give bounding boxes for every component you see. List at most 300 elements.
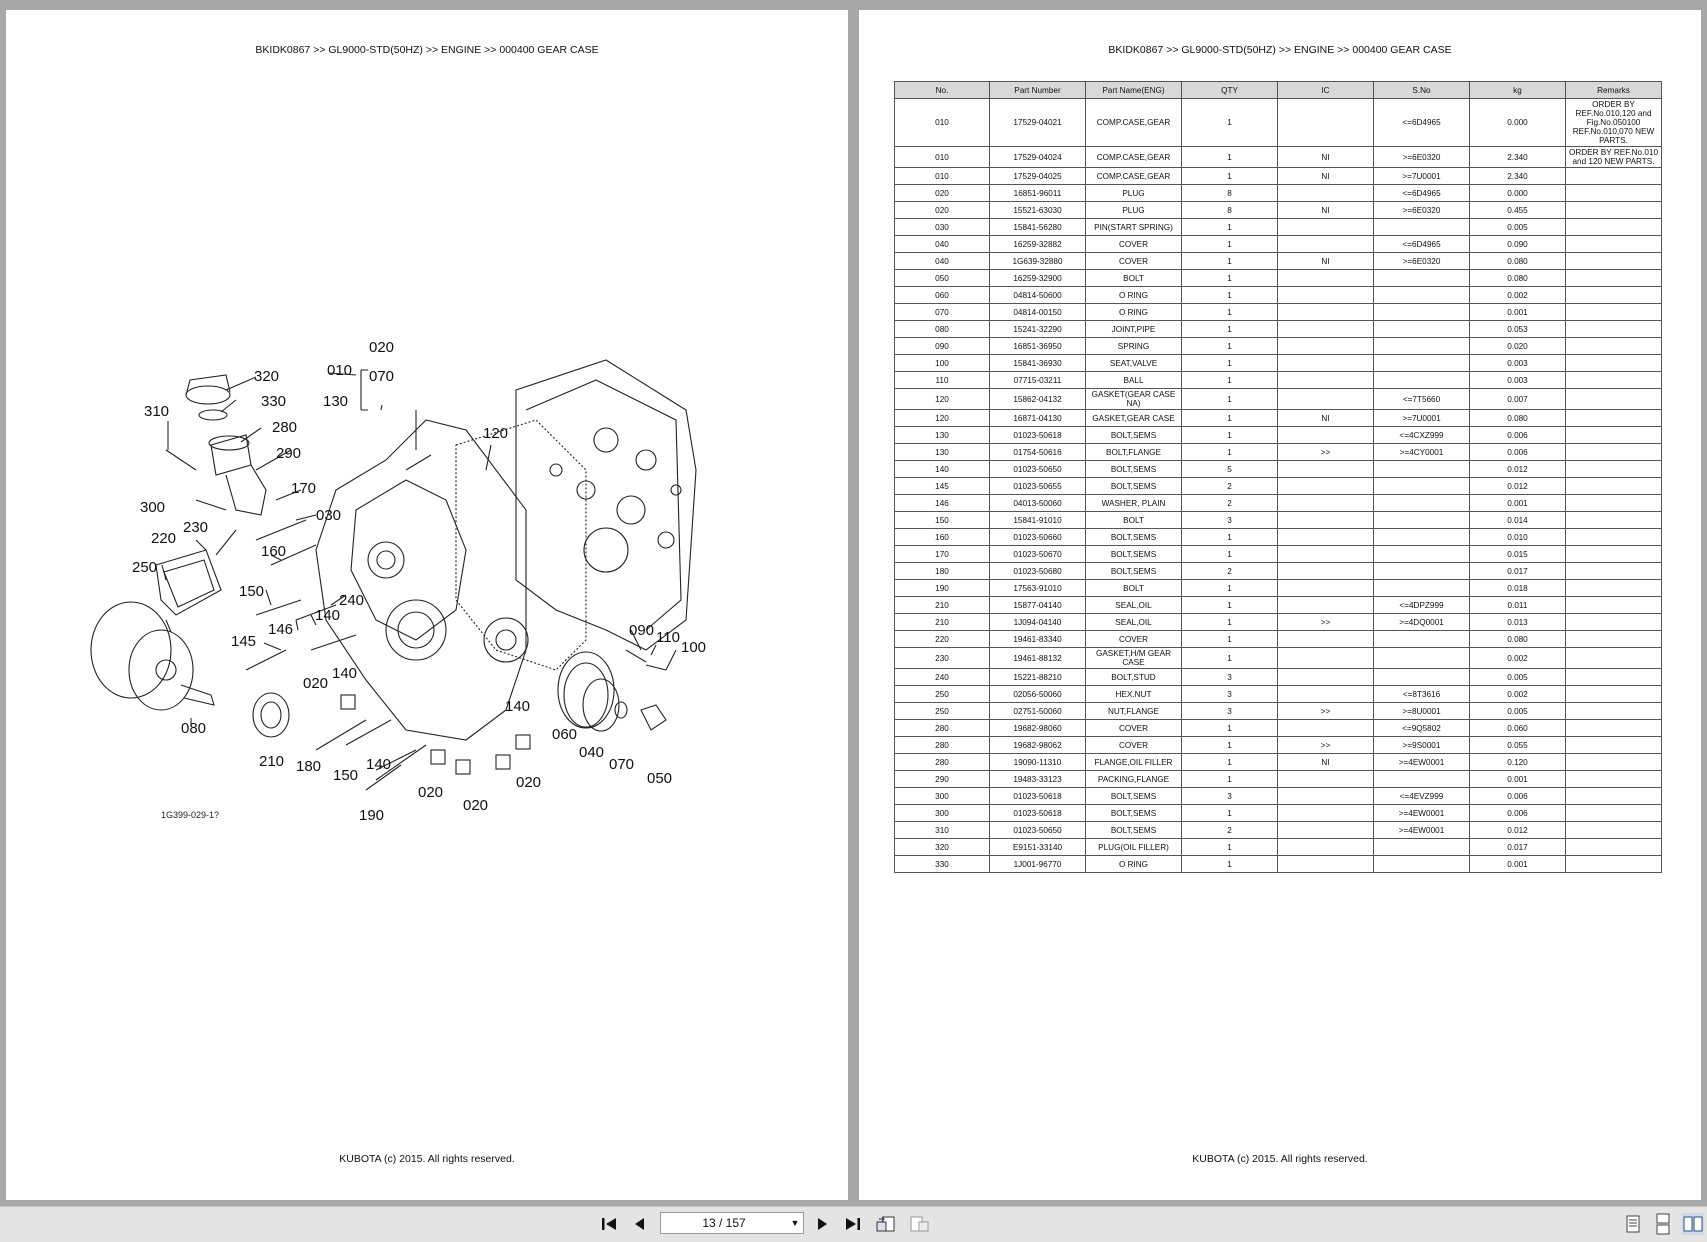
table-cell: 1 (1182, 614, 1278, 631)
table-cell: 0.007 (1470, 389, 1566, 410)
table-cell (1374, 270, 1470, 287)
continuous-icon[interactable] (1652, 1213, 1674, 1235)
callout: 145 (231, 633, 257, 650)
table-cell (1278, 338, 1374, 355)
table-cell: 1 (1182, 99, 1278, 147)
table-cell: 1 (1182, 270, 1278, 287)
table-cell (1278, 529, 1374, 546)
table-cell: 1 (1182, 389, 1278, 410)
table-cell: >=9S0001 (1374, 737, 1470, 754)
table-row (895, 270, 1662, 287)
table-cell: 15521-63030 (990, 202, 1086, 219)
table-cell (1566, 461, 1662, 478)
table-cell: NI (1278, 410, 1374, 427)
table-cell: 01023-50650 (990, 822, 1086, 839)
table-cell (1374, 287, 1470, 304)
table-cell: >> (1278, 614, 1374, 631)
table-cell: 0.000 (1470, 99, 1566, 147)
table-row (895, 185, 1662, 202)
table-cell: NUT,FLANGE (1086, 703, 1182, 720)
table-cell (1374, 563, 1470, 580)
table-row (895, 321, 1662, 338)
table-cell (1374, 856, 1470, 873)
table-cell: 0.006 (1470, 444, 1566, 461)
table-cell: GASKET,GEAR CASE (1086, 410, 1182, 427)
table-cell: 17529-04025 (990, 168, 1086, 185)
callout: 140 (505, 698, 531, 715)
table-cell: 130 (895, 444, 990, 461)
table-cell: 19461-88132 (990, 648, 1086, 669)
table-cell: E9151-33140 (990, 839, 1086, 856)
table-cell (1278, 546, 1374, 563)
table-cell: COVER (1086, 253, 1182, 270)
table-cell: 010 (895, 147, 990, 168)
table-cell (1566, 219, 1662, 236)
column-header: kg (1470, 82, 1566, 99)
callout: 050 (647, 770, 673, 787)
table-cell: 250 (895, 703, 990, 720)
table-cell: 1 (1182, 648, 1278, 669)
table-cell (1278, 495, 1374, 512)
callout: 150 (239, 583, 265, 600)
callout: 020 (369, 339, 395, 356)
table-cell (1566, 754, 1662, 771)
table-cell: 1 (1182, 427, 1278, 444)
table-cell (1566, 805, 1662, 822)
table-cell (1566, 839, 1662, 856)
table-cell (1374, 512, 1470, 529)
page-indicator: 13 / 157 (702, 1216, 746, 1230)
table-cell: 1 (1182, 631, 1278, 648)
table-cell: 040 (895, 236, 990, 253)
callout: 070 (609, 756, 635, 773)
table-cell: 2 (1182, 563, 1278, 580)
table-header-row (895, 82, 1662, 99)
table-cell: 0.005 (1470, 669, 1566, 686)
table-cell: 150 (895, 512, 990, 529)
table-cell (1374, 338, 1470, 355)
table-cell: 0.017 (1470, 839, 1566, 856)
table-cell: COVER (1086, 631, 1182, 648)
table-cell: 01023-50655 (990, 478, 1086, 495)
table-cell: 04814-00150 (990, 304, 1086, 321)
table-cell: 1J001-96770 (990, 856, 1086, 873)
table-row (895, 410, 1662, 427)
table-cell: 0.120 (1470, 754, 1566, 771)
table-cell: SEAL,OIL (1086, 614, 1182, 631)
table-cell: 01023-50618 (990, 427, 1086, 444)
table-cell: 070 (895, 304, 990, 321)
table-cell: 1 (1182, 372, 1278, 389)
callout: 250 (132, 559, 158, 576)
table-cell (1374, 529, 1470, 546)
table-row (895, 478, 1662, 495)
table-cell (1278, 771, 1374, 788)
table-row (895, 754, 1662, 771)
table-row (895, 389, 1662, 410)
table-cell: NI (1278, 202, 1374, 219)
table-row (895, 495, 1662, 512)
table-row (895, 338, 1662, 355)
table-cell: PACKING,FLANGE (1086, 771, 1182, 788)
table-cell: 1 (1182, 321, 1278, 338)
table-cell (1566, 202, 1662, 219)
table-cell: 1 (1182, 168, 1278, 185)
table-cell (1278, 99, 1374, 147)
table-row (895, 287, 1662, 304)
table-cell (1566, 270, 1662, 287)
table-cell: 0.020 (1470, 338, 1566, 355)
callout: 240 (339, 592, 365, 609)
callout: 020 (418, 784, 444, 801)
table-row (895, 703, 1662, 720)
page-number-field[interactable] (660, 1212, 804, 1234)
table-cell: 210 (895, 597, 990, 614)
table-row (895, 304, 1662, 321)
table-cell (1566, 304, 1662, 321)
table-cell: <=9Q5802 (1374, 720, 1470, 737)
table-row (895, 253, 1662, 270)
table-cell: 16259-32882 (990, 236, 1086, 253)
table-cell: 01754-50616 (990, 444, 1086, 461)
table-cell (1374, 631, 1470, 648)
table-cell: 2 (1182, 495, 1278, 512)
table-cell: ORDER BY REF.No.010 and 120 NEW PARTS. (1566, 147, 1662, 168)
table-cell (1566, 355, 1662, 372)
table-cell (1278, 631, 1374, 648)
table-cell: 130 (895, 427, 990, 444)
table-cell: 0.006 (1470, 427, 1566, 444)
callout: 170 (291, 480, 317, 497)
table-cell: 040 (895, 253, 990, 270)
callout: 140 (366, 756, 392, 773)
callout: 310 (144, 403, 170, 420)
table-cell: 1 (1182, 856, 1278, 873)
table-cell: 1 (1182, 839, 1278, 856)
previous-view-icon[interactable] (874, 1213, 898, 1235)
table-cell: >=4CY0001 (1374, 444, 1470, 461)
table-cell: 15241-32290 (990, 321, 1086, 338)
table-row (895, 236, 1662, 253)
table-cell: 1 (1182, 410, 1278, 427)
table-cell: FLANGE,OIL FILLER (1086, 754, 1182, 771)
table-cell: 0.015 (1470, 546, 1566, 563)
table-cell: <=4CXZ999 (1374, 427, 1470, 444)
first-page-icon[interactable] (598, 1213, 620, 1235)
table-cell: 300 (895, 788, 990, 805)
table-cell: WASHER, PLAIN (1086, 495, 1182, 512)
table-cell: 0.018 (1470, 580, 1566, 597)
table-cell (1278, 372, 1374, 389)
table-cell: BOLT (1086, 512, 1182, 529)
table-cell: 17529-04024 (990, 147, 1086, 168)
table-cell: 3 (1182, 669, 1278, 686)
table-cell: 0.080 (1470, 410, 1566, 427)
table-cell (1566, 771, 1662, 788)
table-row (895, 461, 1662, 478)
table-cell (1374, 219, 1470, 236)
table-cell: 0.014 (1470, 512, 1566, 529)
table-cell (1374, 839, 1470, 856)
callout: 150 (333, 767, 359, 784)
table-row (895, 444, 1662, 461)
table-cell: 110 (895, 372, 990, 389)
table-cell: 145 (895, 478, 990, 495)
table-cell: 01023-50650 (990, 461, 1086, 478)
table-cell: 120 (895, 389, 990, 410)
table-cell: 320 (895, 839, 990, 856)
callout: 330 (261, 393, 287, 410)
table-cell: 1 (1182, 754, 1278, 771)
table-cell: COVER (1086, 720, 1182, 737)
table-cell: 030 (895, 219, 990, 236)
table-cell: >=6E0320 (1374, 202, 1470, 219)
table-cell: BOLT,SEMS (1086, 529, 1182, 546)
table-cell: 0.090 (1470, 236, 1566, 253)
table-cell (1278, 185, 1374, 202)
table-cell: 17529-04021 (990, 99, 1086, 147)
table-cell: 15221-88210 (990, 669, 1086, 686)
table-cell: BOLT,FLANGE (1086, 444, 1182, 461)
table-cell: 2.340 (1470, 168, 1566, 185)
table-cell (1374, 355, 1470, 372)
diagram-code: 1G399-029-1? (161, 810, 220, 820)
table-cell (1566, 410, 1662, 427)
facing-pages-icon[interactable] (1682, 1213, 1704, 1235)
table-cell: >=6E0320 (1374, 253, 1470, 270)
callout: 080 (181, 720, 207, 737)
table-row (895, 669, 1662, 686)
table-row (895, 168, 1662, 185)
table-cell (1278, 512, 1374, 529)
table-cell: 1 (1182, 253, 1278, 270)
table-cell (1566, 338, 1662, 355)
table-cell: 0.010 (1470, 529, 1566, 546)
table-cell: 010 (895, 99, 990, 147)
table-row (895, 512, 1662, 529)
table-cell: O RING (1086, 304, 1182, 321)
callout: 180 (296, 758, 322, 775)
table-cell (1374, 648, 1470, 669)
table-cell: 3 (1182, 686, 1278, 703)
table-cell (1566, 597, 1662, 614)
table-cell: 15841-56280 (990, 219, 1086, 236)
table-cell: 16259-32900 (990, 270, 1086, 287)
table-row (895, 372, 1662, 389)
table-cell: 16871-04130 (990, 410, 1086, 427)
table-cell: PLUG(OIL FILLER) (1086, 839, 1182, 856)
table-cell: 0.001 (1470, 495, 1566, 512)
table-cell (1566, 287, 1662, 304)
table-cell: 01023-50680 (990, 563, 1086, 580)
table-cell (1566, 703, 1662, 720)
table-cell: 190 (895, 580, 990, 597)
table-cell: 0.080 (1470, 631, 1566, 648)
table-cell: >=4EW0001 (1374, 822, 1470, 839)
table-cell: 0.080 (1470, 253, 1566, 270)
table-cell: 04013-50060 (990, 495, 1086, 512)
callout: 220 (151, 530, 177, 547)
callout: 160 (261, 543, 287, 560)
table-cell: 02751-50060 (990, 703, 1086, 720)
table-cell: 8 (1182, 185, 1278, 202)
last-page-icon[interactable] (842, 1213, 864, 1235)
table-cell: 0.455 (1470, 202, 1566, 219)
table-cell (1566, 444, 1662, 461)
table-cell: 3 (1182, 788, 1278, 805)
table-cell: >> (1278, 703, 1374, 720)
table-cell: 19682-98062 (990, 737, 1086, 754)
table-cell (1278, 287, 1374, 304)
table-cell: 0.053 (1470, 321, 1566, 338)
table-cell: 0.005 (1470, 219, 1566, 236)
left-page-header: BKIDK0867 >> GL9000-STD(50HZ) >> ENGINE >> 000400 GEAR CASE (255, 44, 599, 56)
table-cell: 2.340 (1470, 147, 1566, 168)
table-cell: HEX.NUT (1086, 686, 1182, 703)
table-cell: 280 (895, 737, 990, 754)
viewer-toolbar (0, 1206, 1707, 1242)
table-cell: 0.002 (1470, 648, 1566, 669)
table-cell: <=4DPZ999 (1374, 597, 1470, 614)
table-cell: 290 (895, 771, 990, 788)
table-cell (1374, 669, 1470, 686)
table-cell (1374, 546, 1470, 563)
table-cell: 1 (1182, 546, 1278, 563)
table-cell (1278, 597, 1374, 614)
table-cell (1566, 546, 1662, 563)
table-cell (1278, 822, 1374, 839)
column-header: Remarks (1566, 82, 1662, 99)
table-cell: 07715-03211 (990, 372, 1086, 389)
table-cell: 19090-11310 (990, 754, 1086, 771)
table-cell: O RING (1086, 287, 1182, 304)
table-cell (1278, 648, 1374, 669)
table-cell: 0.080 (1470, 270, 1566, 287)
callout: 010 (327, 362, 353, 379)
next-page-icon[interactable] (812, 1213, 834, 1235)
table-cell (1566, 788, 1662, 805)
table-cell: 0.012 (1470, 478, 1566, 495)
table-cell (1374, 372, 1470, 389)
table-cell: COMP.CASE,GEAR (1086, 147, 1182, 168)
table-cell (1566, 580, 1662, 597)
chevron-down-icon[interactable]: ▼ (790, 1218, 800, 1228)
table-cell: 160 (895, 529, 990, 546)
table-cell: 15841-36930 (990, 355, 1086, 372)
gear-case-exploded-diagram (86, 339, 776, 910)
table-cell: 010 (895, 168, 990, 185)
table-cell: 0.017 (1470, 563, 1566, 580)
table-cell: <=8T3616 (1374, 686, 1470, 703)
table-cell: 0.001 (1470, 856, 1566, 873)
table-row (895, 614, 1662, 631)
table-cell (1566, 236, 1662, 253)
callout: 020 (516, 774, 542, 791)
table-cell (1374, 478, 1470, 495)
table-row (895, 720, 1662, 737)
table-cell: 1 (1182, 597, 1278, 614)
table-cell: JOINT,PIPE (1086, 321, 1182, 338)
table-cell: 330 (895, 856, 990, 873)
table-cell: >=7U0001 (1374, 168, 1470, 185)
table-cell: BOLT,SEMS (1086, 822, 1182, 839)
table-cell: 15841-91010 (990, 512, 1086, 529)
table-cell (1566, 614, 1662, 631)
callout: 140 (315, 607, 341, 624)
table-cell: 050 (895, 270, 990, 287)
callout: 190 (359, 807, 385, 824)
table-cell: 0.006 (1470, 805, 1566, 822)
table-cell: 1J094-04140 (990, 614, 1086, 631)
table-cell: >=8U0001 (1374, 703, 1470, 720)
table-cell: BOLT,SEMS (1086, 461, 1182, 478)
table-cell: >=7U0001 (1374, 410, 1470, 427)
table-cell: 230 (895, 648, 990, 669)
table-cell: 0.000 (1470, 185, 1566, 202)
table-cell: 0.011 (1470, 597, 1566, 614)
table-row (895, 202, 1662, 219)
table-cell: 0.012 (1470, 461, 1566, 478)
table-cell: 17563-91010 (990, 580, 1086, 597)
next-view-icon[interactable] (907, 1213, 931, 1235)
callout: 090 (629, 622, 655, 639)
table-cell (1566, 512, 1662, 529)
table-cell: <=4EVZ999 (1374, 788, 1470, 805)
table-cell: 1 (1182, 219, 1278, 236)
table-row (895, 856, 1662, 873)
table-cell: BOLT,SEMS (1086, 805, 1182, 822)
table-cell: COMP.CASE,GEAR (1086, 99, 1182, 147)
table-row (895, 648, 1662, 669)
table-row (895, 99, 1662, 147)
table-cell: 0.001 (1470, 771, 1566, 788)
table-cell: 1 (1182, 771, 1278, 788)
table-cell (1566, 427, 1662, 444)
table-cell: 0.055 (1470, 737, 1566, 754)
table-cell: 090 (895, 338, 990, 355)
table-cell (1566, 720, 1662, 737)
table-cell: GASKET(GEAR CASE NA) (1086, 389, 1182, 410)
table-row (895, 580, 1662, 597)
table-cell (1566, 529, 1662, 546)
callout: 230 (183, 519, 209, 536)
table-cell: <=6D4965 (1374, 236, 1470, 253)
table-cell: BOLT (1086, 270, 1182, 287)
prev-page-icon[interactable] (628, 1213, 650, 1235)
table-cell: 15877-04140 (990, 597, 1086, 614)
table-cell (1566, 389, 1662, 410)
table-row (895, 771, 1662, 788)
callout: 060 (552, 726, 578, 743)
column-header: No. (895, 82, 990, 99)
table-cell: 080 (895, 321, 990, 338)
table-cell: BOLT (1086, 580, 1182, 597)
table-row (895, 686, 1662, 703)
single-page-icon[interactable] (1622, 1213, 1644, 1235)
table-cell: 1 (1182, 304, 1278, 321)
table-row (895, 737, 1662, 754)
table-cell: PLUG (1086, 202, 1182, 219)
table-cell (1566, 648, 1662, 669)
table-cell: 0.003 (1470, 372, 1566, 389)
table-cell: ORDER BY REF.No.010,120 and Fig.No.050100 REF.No.010,070 NEW PARTS. (1566, 99, 1662, 147)
table-cell (1278, 461, 1374, 478)
table-cell: NI (1278, 754, 1374, 771)
table-cell (1566, 631, 1662, 648)
table-cell: 01023-50660 (990, 529, 1086, 546)
table-cell: 0.001 (1470, 304, 1566, 321)
table-cell: 01023-50670 (990, 546, 1086, 563)
